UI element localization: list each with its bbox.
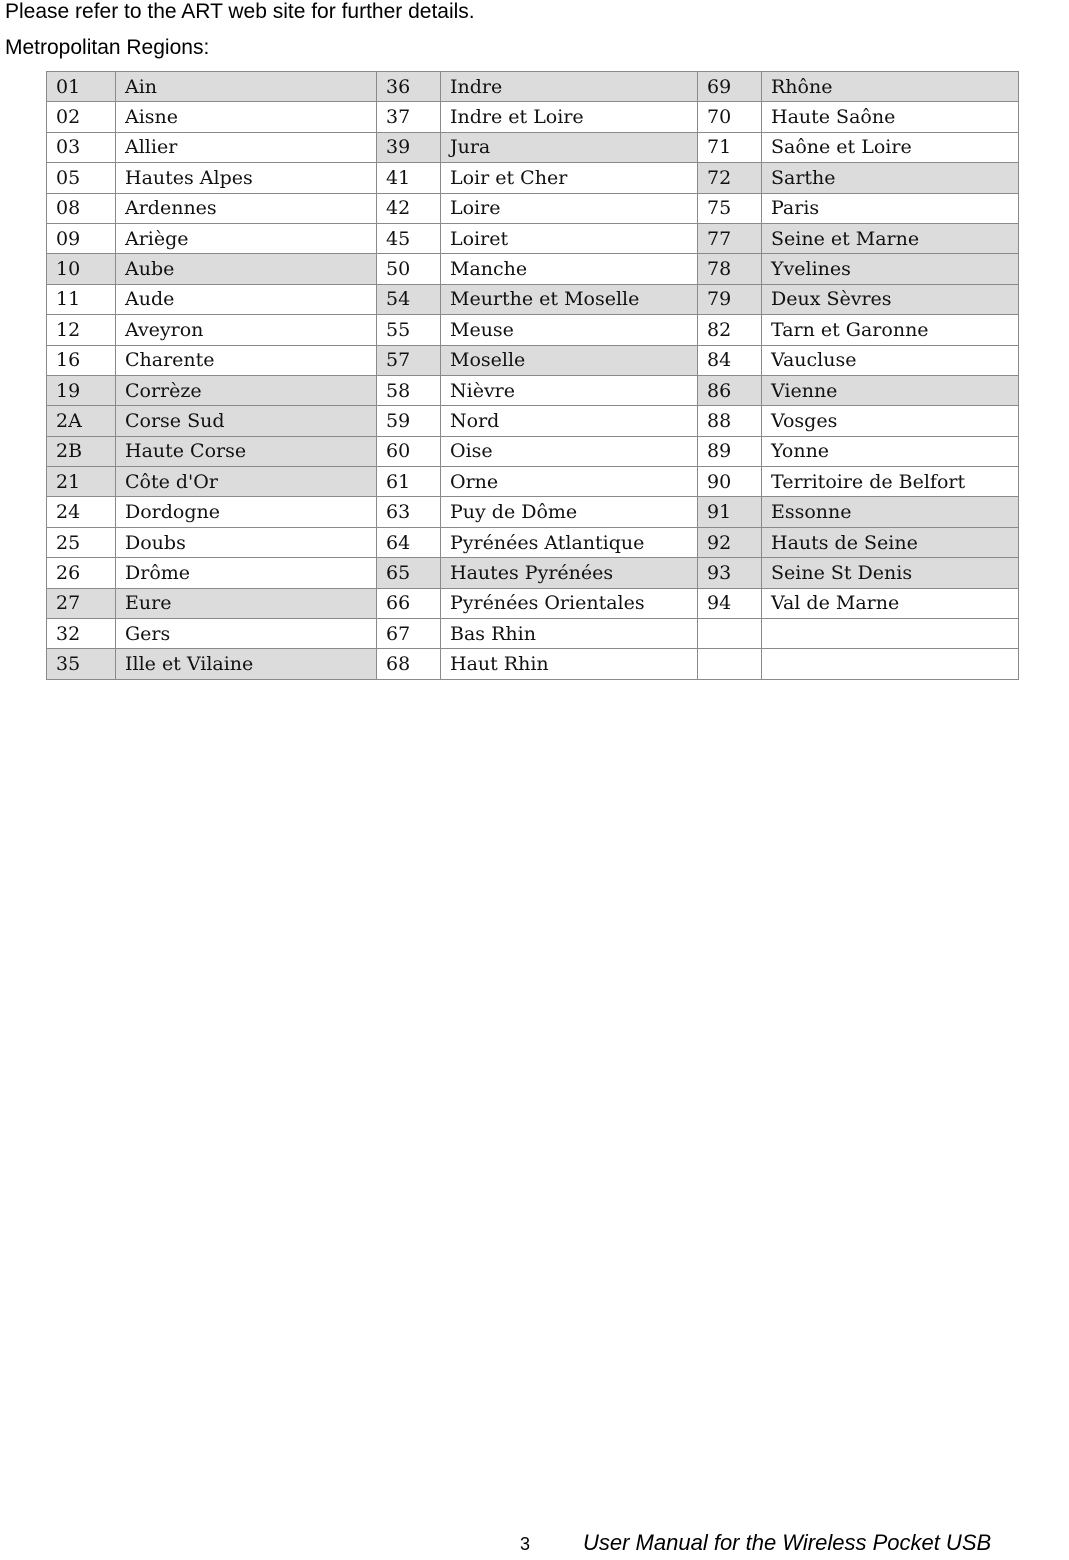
region-name-cell: Vosges bbox=[762, 406, 1019, 436]
region-name-cell bbox=[762, 649, 1019, 680]
region-code-cell: 08 bbox=[47, 193, 116, 223]
region-name-cell: Essonne bbox=[762, 497, 1019, 527]
region-name-cell: Sarthe bbox=[762, 163, 1019, 193]
table-row bbox=[47, 436, 1019, 466]
region-code-cell: 19 bbox=[47, 375, 116, 405]
region-code-cell: 61 bbox=[377, 467, 441, 497]
region-name-cell: Vaucluse bbox=[762, 345, 1019, 375]
region-code-cell: 69 bbox=[698, 72, 762, 102]
region-code-cell: 55 bbox=[377, 315, 441, 345]
region-code-cell: 21 bbox=[47, 467, 116, 497]
region-code-cell: 2B bbox=[47, 436, 116, 466]
region-code-cell: 42 bbox=[377, 193, 441, 223]
region-name-cell: Gers bbox=[116, 619, 377, 649]
table-row bbox=[47, 193, 1019, 223]
region-code-cell: 2A bbox=[47, 406, 116, 436]
region-name-cell: Vienne bbox=[762, 375, 1019, 405]
region-name-cell: Ain bbox=[116, 72, 377, 102]
region-code-cell: 35 bbox=[47, 649, 116, 680]
region-name-cell: Haute Corse bbox=[116, 436, 377, 466]
table-row bbox=[47, 315, 1019, 345]
table-row bbox=[47, 102, 1019, 132]
region-name-cell bbox=[762, 619, 1019, 649]
region-name-cell: Paris bbox=[762, 193, 1019, 223]
region-name-cell: Jura bbox=[441, 132, 698, 162]
region-name-cell: Hautes Alpes bbox=[116, 163, 377, 193]
table-row bbox=[47, 467, 1019, 497]
region-name-cell: Meuse bbox=[441, 315, 698, 345]
region-code-cell: 75 bbox=[698, 193, 762, 223]
region-code-cell: 59 bbox=[377, 406, 441, 436]
table-row bbox=[47, 527, 1019, 557]
region-name-cell: Orne bbox=[441, 467, 698, 497]
region-name-cell: Aveyron bbox=[116, 315, 377, 345]
table-row bbox=[47, 649, 1019, 680]
region-code-cell: 63 bbox=[377, 497, 441, 527]
region-code-cell: 27 bbox=[47, 588, 116, 618]
region-name-cell: Val de Marne bbox=[762, 588, 1019, 618]
region-code-cell: 50 bbox=[377, 254, 441, 284]
region-name-cell: Ardennes bbox=[116, 193, 377, 223]
table-row bbox=[47, 223, 1019, 253]
region-name-cell: Bas Rhin bbox=[441, 619, 698, 649]
regions-table bbox=[46, 71, 1019, 680]
table-row bbox=[47, 163, 1019, 193]
table-row bbox=[47, 558, 1019, 588]
region-name-cell: Corrèze bbox=[116, 375, 377, 405]
table-row bbox=[47, 345, 1019, 375]
region-name-cell: Loir et Cher bbox=[441, 163, 698, 193]
region-code-cell: 93 bbox=[698, 558, 762, 588]
region-code-cell: 10 bbox=[47, 254, 116, 284]
table-row bbox=[47, 284, 1019, 314]
table-row bbox=[47, 132, 1019, 162]
region-code-cell: 89 bbox=[698, 436, 762, 466]
regions-table-body bbox=[47, 72, 1019, 680]
region-name-cell: Pyrénées Atlantique bbox=[441, 527, 698, 557]
region-code-cell: 92 bbox=[698, 527, 762, 557]
region-name-cell: Ariège bbox=[116, 223, 377, 253]
region-name-cell: Loire bbox=[441, 193, 698, 223]
region-name-cell: Deux Sèvres bbox=[762, 284, 1019, 314]
region-code-cell: 57 bbox=[377, 345, 441, 375]
region-code-cell: 78 bbox=[698, 254, 762, 284]
region-name-cell: Haute Saône bbox=[762, 102, 1019, 132]
region-code-cell: 70 bbox=[698, 102, 762, 132]
region-code-cell: 02 bbox=[47, 102, 116, 132]
region-name-cell: Aude bbox=[116, 284, 377, 314]
region-name-cell: Dordogne bbox=[116, 497, 377, 527]
region-name-cell: Tarn et Garonne bbox=[762, 315, 1019, 345]
region-name-cell: Drôme bbox=[116, 558, 377, 588]
region-name-cell: Yvelines bbox=[762, 254, 1019, 284]
region-name-cell: Rhône bbox=[762, 72, 1019, 102]
region-name-cell: Loiret bbox=[441, 223, 698, 253]
region-code-cell: 94 bbox=[698, 588, 762, 618]
table-row bbox=[47, 588, 1019, 618]
region-code-cell: 24 bbox=[47, 497, 116, 527]
region-code-cell: 60 bbox=[377, 436, 441, 466]
region-name-cell: Eure bbox=[116, 588, 377, 618]
region-name-cell: Puy de Dôme bbox=[441, 497, 698, 527]
region-code-cell: 37 bbox=[377, 102, 441, 132]
region-code-cell: 26 bbox=[47, 558, 116, 588]
region-code-cell bbox=[698, 649, 762, 680]
region-code-cell: 66 bbox=[377, 588, 441, 618]
region-code-cell: 65 bbox=[377, 558, 441, 588]
region-code-cell: 39 bbox=[377, 132, 441, 162]
region-name-cell: Hauts de Seine bbox=[762, 527, 1019, 557]
table-row bbox=[47, 254, 1019, 284]
region-code-cell: 16 bbox=[47, 345, 116, 375]
intro-text: Please refer to the ART web site for further details. bbox=[5, 0, 475, 23]
region-name-cell: Manche bbox=[441, 254, 698, 284]
page-number: 3 bbox=[520, 1534, 531, 1554]
region-code-cell: 12 bbox=[47, 315, 116, 345]
region-name-cell: Oise bbox=[441, 436, 698, 466]
region-name-cell: Indre bbox=[441, 72, 698, 102]
table-row bbox=[47, 375, 1019, 405]
region-name-cell: Charente bbox=[116, 345, 377, 375]
region-code-cell: 68 bbox=[377, 649, 441, 680]
region-name-cell: Aube bbox=[116, 254, 377, 284]
region-code-cell: 05 bbox=[47, 163, 116, 193]
table-row bbox=[47, 406, 1019, 436]
region-code-cell: 90 bbox=[698, 467, 762, 497]
region-code-cell: 71 bbox=[698, 132, 762, 162]
region-name-cell: Territoire de Belfort bbox=[762, 467, 1019, 497]
region-name-cell: Aisne bbox=[116, 102, 377, 132]
region-name-cell: Seine St Denis bbox=[762, 558, 1019, 588]
region-name-cell: Nord bbox=[441, 406, 698, 436]
region-name-cell: Côte d'Or bbox=[116, 467, 377, 497]
region-name-cell: Saône et Loire bbox=[762, 132, 1019, 162]
region-name-cell: Moselle bbox=[441, 345, 698, 375]
region-code-cell: 72 bbox=[698, 163, 762, 193]
region-code-cell: 77 bbox=[698, 223, 762, 253]
region-code-cell: 11 bbox=[47, 284, 116, 314]
region-name-cell: Meurthe et Moselle bbox=[441, 284, 698, 314]
table-row bbox=[47, 72, 1019, 102]
table-row bbox=[47, 497, 1019, 527]
region-code-cell: 09 bbox=[47, 223, 116, 253]
region-name-cell: Hautes Pyrénées bbox=[441, 558, 698, 588]
region-code-cell: 58 bbox=[377, 375, 441, 405]
footer-title: User Manual for the Wireless Pocket USB bbox=[583, 1530, 992, 1555]
region-name-cell: Ille et Vilaine bbox=[116, 649, 377, 680]
region-name-cell: Haut Rhin bbox=[441, 649, 698, 680]
region-name-cell: Indre et Loire bbox=[441, 102, 698, 132]
region-name-cell: Nièvre bbox=[441, 375, 698, 405]
region-code-cell: 88 bbox=[698, 406, 762, 436]
region-code-cell: 32 bbox=[47, 619, 116, 649]
region-code-cell: 41 bbox=[377, 163, 441, 193]
region-code-cell: 36 bbox=[377, 72, 441, 102]
table-row bbox=[47, 619, 1019, 649]
region-code-cell: 91 bbox=[698, 497, 762, 527]
region-code-cell: 79 bbox=[698, 284, 762, 314]
section-heading: Metropolitan Regions: bbox=[5, 36, 210, 59]
region-code-cell: 64 bbox=[377, 527, 441, 557]
region-name-cell: Doubs bbox=[116, 527, 377, 557]
region-code-cell: 01 bbox=[47, 72, 116, 102]
region-code-cell: 82 bbox=[698, 315, 762, 345]
region-code-cell: 03 bbox=[47, 132, 116, 162]
region-code-cell: 84 bbox=[698, 345, 762, 375]
region-name-cell: Seine et Marne bbox=[762, 223, 1019, 253]
region-code-cell: 45 bbox=[377, 223, 441, 253]
region-name-cell: Allier bbox=[116, 132, 377, 162]
region-name-cell: Corse Sud bbox=[116, 406, 377, 436]
region-code-cell bbox=[698, 619, 762, 649]
region-code-cell: 86 bbox=[698, 375, 762, 405]
region-code-cell: 25 bbox=[47, 527, 116, 557]
region-name-cell: Yonne bbox=[762, 436, 1019, 466]
region-name-cell: Pyrénées Orientales bbox=[441, 588, 698, 618]
region-code-cell: 54 bbox=[377, 284, 441, 314]
region-code-cell: 67 bbox=[377, 619, 441, 649]
